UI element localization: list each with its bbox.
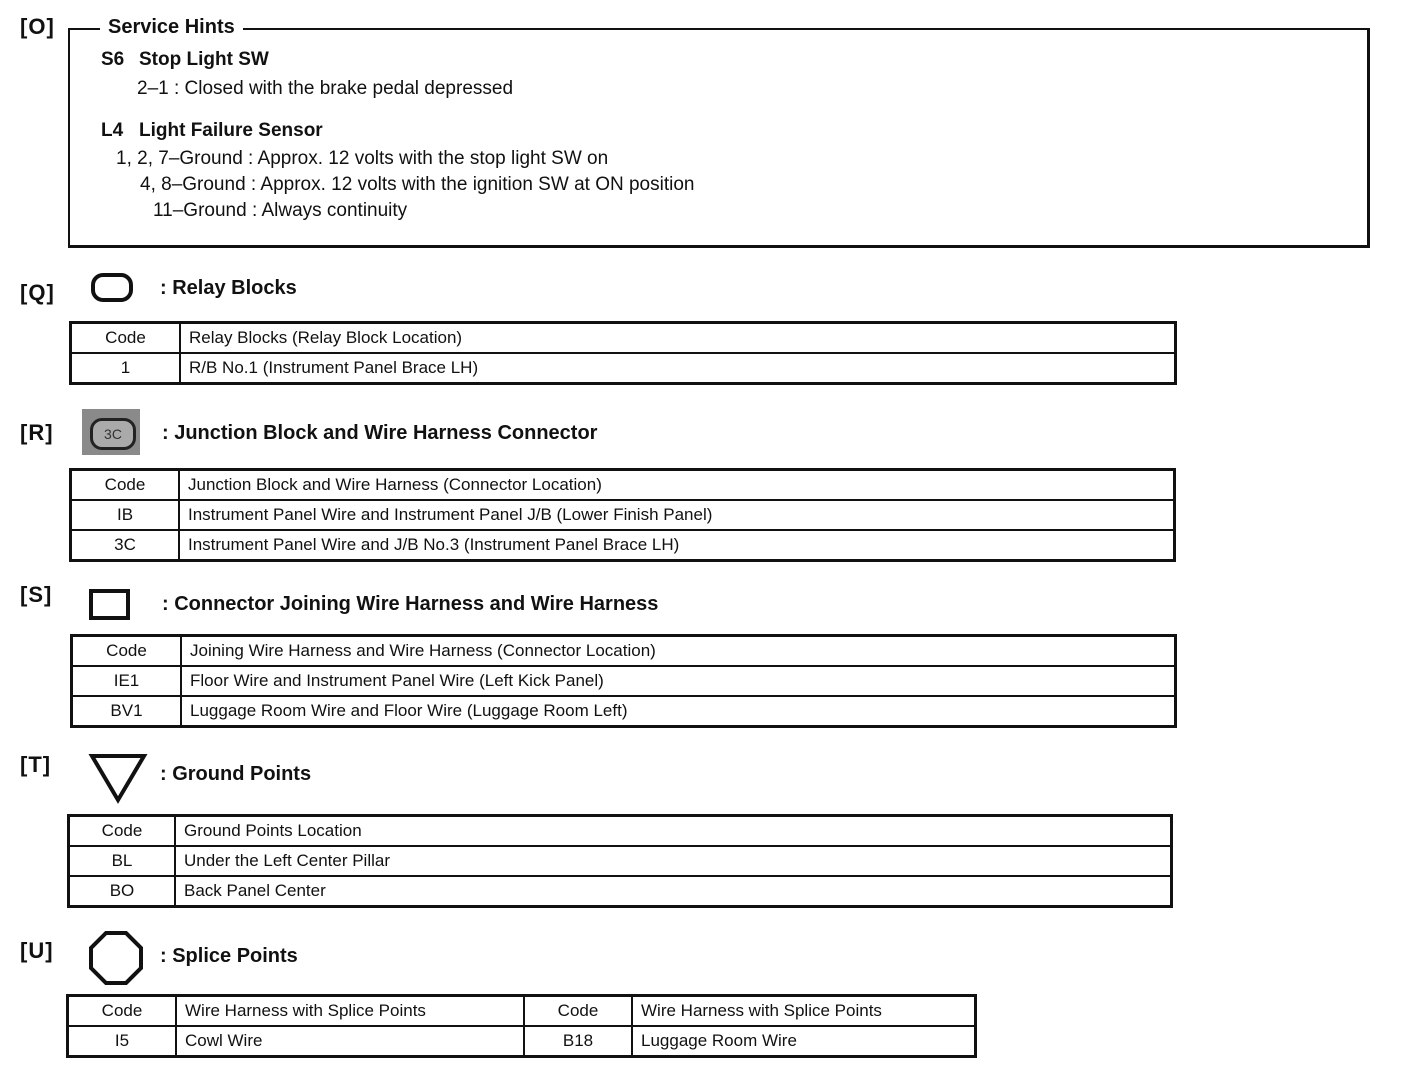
header-cell: Joining Wire Harness and Wire Harness (Connector Location): [181, 636, 1176, 667]
table-row: [72, 666, 1176, 696]
header-cell: Code: [69, 816, 176, 847]
code-cell: BV1: [72, 696, 182, 727]
table-header: [71, 470, 1175, 501]
splice-points-table: [66, 994, 977, 1058]
connector-table: [70, 634, 1177, 728]
location-cell: Luggage Room Wire and Floor Wire (Luggage Room Left): [181, 696, 1176, 727]
table-row: [71, 353, 1176, 384]
header-cell: Code: [68, 996, 177, 1027]
ground-points-table: [67, 814, 1173, 908]
junction-block-icon: [82, 409, 140, 455]
table-header: [69, 816, 1172, 847]
code-cell: IE1: [72, 666, 182, 696]
location-cell: Floor Wire and Instrument Panel Wire (Left Kick Panel): [181, 666, 1176, 696]
code-cell: BO: [69, 876, 176, 907]
section-u-label: [U]: [20, 938, 54, 963]
section-q-label: [Q]: [20, 280, 55, 305]
hint-s6-name: Stop Light SW: [139, 49, 269, 70]
table-header: [68, 996, 976, 1027]
location-cell: Instrument Panel Wire and Instrument Panel J/B (Lower Finish Panel): [179, 500, 1175, 530]
splice-points-title: : Splice Points: [160, 945, 298, 967]
location-cell: Under the Left Center Pillar: [175, 846, 1172, 876]
header-cell: Code: [71, 323, 181, 354]
service-hints-title: Service Hints: [100, 16, 243, 39]
code-cell: BL: [69, 846, 176, 876]
ground-point-icon: [88, 752, 148, 804]
location-cell: Cowl Wire: [176, 1026, 524, 1057]
hint-l4-line-3: 11–Ground : Always continuity: [153, 200, 408, 221]
table-row: [68, 1026, 976, 1057]
connector-title: : Connector Joining Wire Harness and Wire Harness: [162, 593, 659, 615]
location-cell: Back Panel Center: [175, 876, 1172, 907]
table-row: [71, 500, 1175, 530]
table-row: [69, 876, 1172, 907]
junction-block-table: [69, 468, 1176, 562]
hint-l4-name: Light Failure Sensor: [139, 120, 323, 141]
header-cell: Code: [71, 470, 180, 501]
junction-block-title: : Junction Block and Wire Harness Connector: [162, 422, 598, 444]
location-cell: R/B No.1 (Instrument Panel Brace LH): [180, 353, 1176, 384]
hint-s6-code: S6: [101, 49, 125, 70]
code-cell: B18: [524, 1026, 632, 1057]
section-s-label: [S]: [20, 582, 53, 607]
code-cell: IB: [71, 500, 180, 530]
table-header: [72, 636, 1176, 667]
relay-blocks-table: [69, 321, 1177, 385]
location-cell: Instrument Panel Wire and J/B No.3 (Instrument Panel Brace LH): [179, 530, 1175, 561]
header-cell: Code: [72, 636, 182, 667]
section-t-label: [T]: [20, 752, 52, 777]
header-cell: Relay Blocks (Relay Block Location): [180, 323, 1176, 354]
code-cell: I5: [68, 1026, 177, 1057]
section-o-label: [O]: [20, 14, 55, 39]
connector-icon: [88, 588, 132, 622]
header-cell: Wire Harness with Splice Points: [632, 996, 976, 1027]
relay-block-icon: [90, 272, 136, 304]
ground-points-title: : Ground Points: [160, 763, 312, 785]
hint-l4-line-1: 1, 2, 7–Ground : Approx. 12 volts with the stop light SW on: [116, 148, 609, 169]
header-cell: Ground Points Location: [175, 816, 1172, 847]
code-cell: 1: [71, 353, 181, 384]
section-r-label: [R]: [20, 420, 54, 445]
header-cell: Junction Block and Wire Harness (Connector Location): [179, 470, 1175, 501]
location-cell: Luggage Room Wire: [632, 1026, 976, 1057]
splice-point-icon: [88, 930, 144, 986]
table-row: [69, 846, 1172, 876]
relay-blocks-title: : Relay Blocks: [160, 277, 297, 299]
table-row: [72, 696, 1176, 727]
table-header: [71, 323, 1176, 354]
code-cell: 3C: [71, 530, 180, 561]
table-row: [71, 530, 1175, 561]
header-cell: Wire Harness with Splice Points: [176, 996, 524, 1027]
junction-block-icon-text: 3C: [90, 418, 136, 450]
hint-l4-line-2: 4, 8–Ground : Approx. 12 volts with the ignition SW at ON position: [140, 174, 695, 195]
hint-s6-line-1: 2–1 : Closed with the brake pedal depressed: [137, 78, 514, 99]
header-cell: Code: [524, 996, 632, 1027]
hint-l4-code: L4: [101, 120, 124, 141]
